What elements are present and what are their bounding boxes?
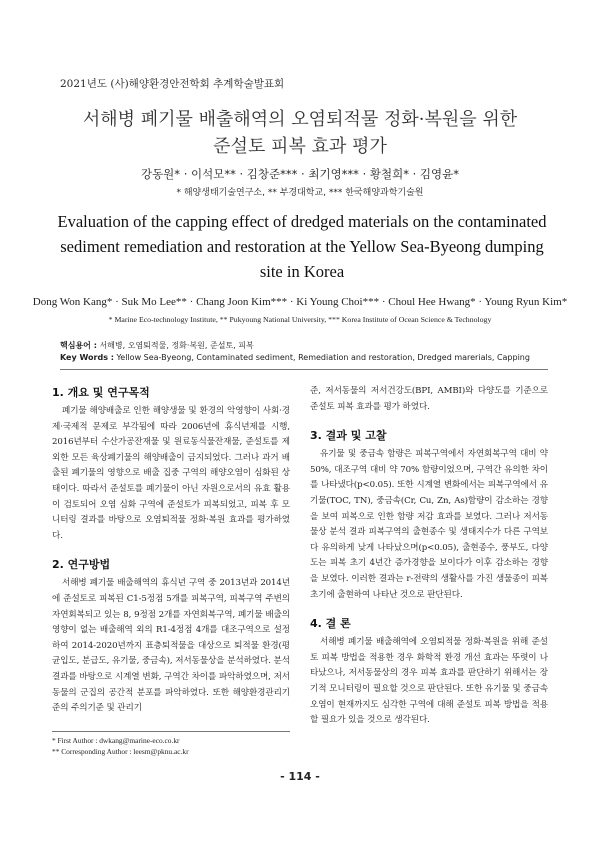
title-korean-line-1: 서해병 폐기물 배출해역의 오염퇴적물 정화·복원을 위한 — [82, 109, 518, 130]
section-3-heading: 3. 결과 및 고찰 — [310, 429, 387, 443]
right-column — [310, 384, 548, 741]
footnotes — [52, 731, 290, 757]
authors-korean: 강동원* · 이석모** · 김창준*** · 최기영*** · 황철희* · 김영윤* — [140, 167, 460, 181]
left-column — [52, 384, 290, 729]
section-2-text: 서해병 폐기물 배출해역의 휴식년 구역 중 2013년과 2014년에 준설토로 피복된 C1-5정점 5개를 피복구역, 피복구역 주변의 자연회복되고 있는 8, 9정점 2개를 자연회복구역, 폐기물 배출의 영향이 없는 배출해역 외의 R1-4정점 4개를 대조구역으로 설정하여 2014-2020년까지 표층퇴적물을 대상으로 퇴적물 환경(평균입도, 분급도, 유기물, 중금속), 저서동물상을 분석하였다. 분석 결과를 바탕으로 시계열 변화, 구역간 차이를 파악하였으며, 저서동물의 군집의 공간적 분포를 파악하였다. 또한 해양환경관리기준의 주의기준 및 관리기 — [52, 578, 290, 714]
footnote-first-author: * First Author : dwkang@marine-eco.co.kr — [52, 736, 180, 745]
conference-header: 2021년도 (사)해양환경안전학회 추계학술발표회 — [60, 78, 285, 90]
section-1-text: 폐기물 해양배출로 인한 해양생물 및 환경의 악영향이 사회·경제·국제적 문제로 부각됨에 따라 2006년에 휴식년제를 시행, 2016년부터 수산가공잔재물 및 원료동식물잔재물, 준설토를 제외한 모든 육상폐기물의 해양배출이 금지되었다. 그러나 과거 배출된 폐기물의 영향으로 배출 집중 구역의 해양오염이 심화된 상태이다. 따라서 준설토를 폐기물이 아닌 자원으로서의 유효 활용이 검토되어 오염 심화 구역에 준설토가 피복되었고, 피복 후 모니터링 결과를 바탕으로 오염퇴적물 정화·복원 효과를 평가하였다. — [52, 406, 290, 541]
affiliations-korean: * 해양생태기술연구소, ** 부경대학교, *** 한국해양과학기술원 — [176, 188, 424, 198]
keywords-korean-text: 서해병, 오염퇴적물, 정화·복원, 준설토, 피복 — [99, 341, 254, 350]
section-4-text: 서해병 폐기물 배출해역에 오염퇴적물 정화·복원을 위해 준설토 피복 방법을 적용한 경우 화학적 환경 개선 효과는 뚜렷이 나타났으나, 저서동물상의 경우 피복 효과를 판단하기 위해서는 장기적 모니터링이 필요할 것으로 판단된다. 또한 유기물 및 중금속 오염이 현재까지도 심각한 구역에 대해 준설토 피복 방법을 적용할 필요가 있을 것으로 생각된다. — [310, 637, 548, 726]
section-2-heading: 2. 연구방법 — [52, 558, 111, 572]
title-korean-line-2: 준설토 피복 효과 평가 — [213, 136, 387, 157]
authors-english: Dong Won Kang* · Suk Mo Lee** · Chang Joon Kim*** · Ki Young Choi*** · Choul Hee Hwang* · Young Ryun Kim* — [32, 296, 568, 308]
footnote-corresponding-author: ** Corresponding Author : leesm@pknu.ac.kr — [52, 747, 189, 756]
section-1-heading: 1. 개요 및 연구목적 — [52, 386, 150, 399]
title-korean — [0, 106, 600, 160]
section-4-heading: 4. 결 론 — [310, 617, 351, 631]
title-english: Evaluation of the capping effect of dredged materials on the contaminated sediment remediation and restoration at the Yellow Sea-Byeong dumping site in Korea — [57, 212, 547, 281]
keywords-korean-label: 핵심용어 : — [60, 341, 97, 350]
keywords-english — [60, 353, 560, 362]
divider — [60, 369, 548, 370]
section-2-continued: 준, 저서동물의 저서건강도(BPI, AMBI)와 다양도를 기준으로 준설토 피복 효과를 평가 하였다. — [310, 386, 548, 412]
keywords-korean — [60, 340, 560, 351]
keywords-english-text: Yellow Sea-Byeong, Contaminated sediment, Remediation and restoration, Dredged marerials, Capping — [116, 353, 530, 362]
page-number: - 114 - — [280, 770, 320, 783]
keywords-english-label: Key Words : — [60, 353, 114, 362]
section-3-text: 유기물 및 중금속 함량은 피복구역에서 자연회복구역 대비 약 50%, 대조구역 대비 약 70% 함량이었으며, 구역간 유의한 차이를 나타냈다(p<0.05). 또한 시계열 변화에서는 피복구역에서 유기물(TOC, TN), 중금속(Cr, Cu, Zn, As)함량이 감소하는 경향을 보여 피복으로 인한 함량 저감 효과를 보였다. 그러나 저서동물상 분석 결과 피복구역의 출현종수 및 생태지수가 다른 구역보다 유의하게 낮게 나타났으며(p<0.05), 출현종수, 풍부도, 다양도는 피복 초기 4년간 증가경향을 보이다가 이후 감소하는 경향을 보였다. 이러한 결과는 r-전략의 생활사를 가진 생물종이 피복 초기에 출현하여 나타난 것으로 판단된다. — [310, 449, 548, 600]
affiliations-english: * Marine Eco-technology Institute, ** Pukyoung National University, *** Korea Institute of Ocean Science & Technology — [108, 315, 492, 324]
